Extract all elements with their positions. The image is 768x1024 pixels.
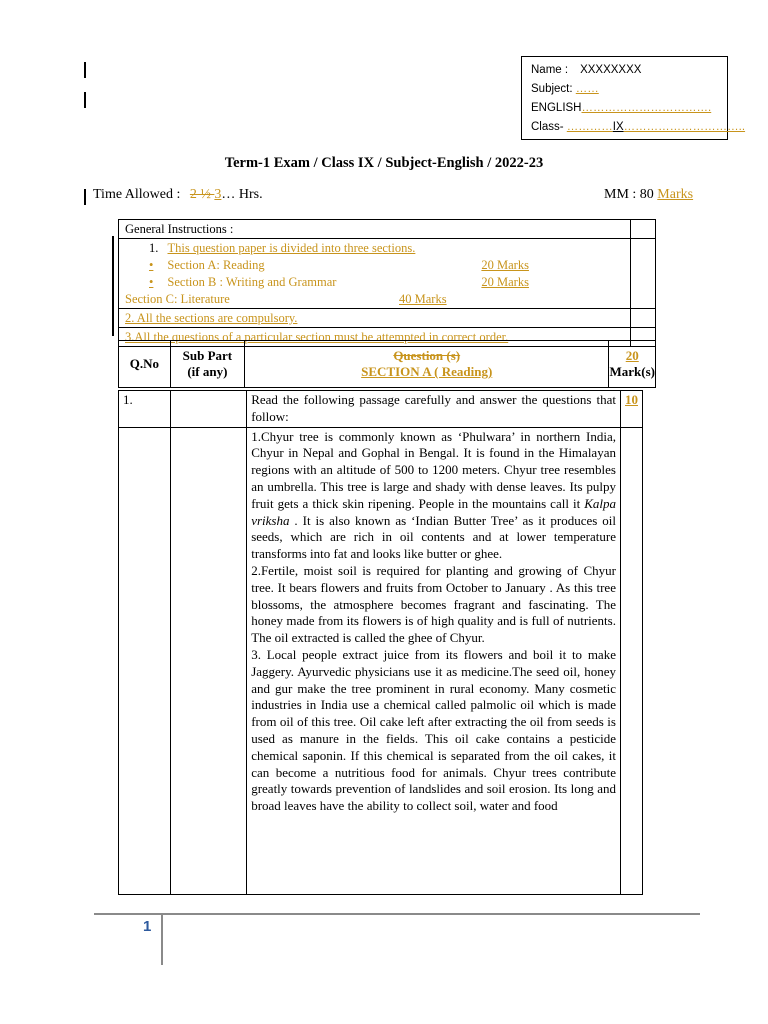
question-header (244, 341, 609, 388)
qno-header (119, 341, 171, 388)
name-label: Name : (531, 64, 569, 76)
subject-row (531, 80, 727, 99)
passage-paragraph-1 (251, 429, 616, 563)
bullet-icon: • (149, 275, 154, 289)
q1-number-cell-empty (119, 427, 171, 894)
section-b-name: Section B : Writing and Grammar (167, 275, 337, 289)
instructions-compulsory-cell (119, 309, 631, 328)
instructions-heading-cell (119, 220, 631, 239)
general-instructions-table (118, 219, 656, 347)
passage-p1-italic: Kalpa vriksha (251, 495, 616, 528)
marks-header (609, 341, 656, 388)
instructions-side-cell (631, 309, 656, 328)
instructions-side-cell (631, 239, 656, 309)
section-a-heading: SECTION A ( Reading) (361, 364, 493, 379)
passage-p1-text-cont: . It is also known as ‘Indian Butter Tree’ as it produces oil seeds, which are rich in oil contents and at lower temperature transforms into fat and looks like butter or ghee. (251, 512, 616, 562)
marks-header-value: 20 (625, 348, 639, 363)
class-prefix: ………… (566, 121, 613, 133)
time-suffix: … Hrs. (221, 187, 263, 202)
bullet-icon: • (149, 258, 154, 272)
question-1-table (118, 390, 643, 895)
section-a-line (119, 257, 624, 274)
subject-value: …… (575, 83, 599, 95)
instructions-side-cell (631, 220, 656, 239)
instruction-text-2: 2. All the sections are compulsory. (125, 311, 298, 325)
q1-marks-cell-empty (620, 427, 642, 894)
margin-change-bar (84, 92, 86, 108)
instructions-body-cell (119, 239, 631, 309)
time-value: 3 (214, 187, 222, 202)
passage-paragraph-3: 3. Local people extract juice from its flowers and boil it to make Jaggery. Ayurvedic physicians use it as medicine.The seed oil, honey and gur make the tree prominent in rural economy. Many cosmetic industries in India use a chemical called palmolic oil which is made from oil of this tree. Oil cake left after extracting the oil from seeds is used as manure in the fields. This oil cake contains a pesticide chemical saponin. If this chemical is separated from the oil cakes, it can become a nutritious food for animals. Chyur trees contribute greatly towards prevention of landslides and soil erosion. Its long and broad leaves have the ability to collect soil, water and food (251, 646, 616, 814)
instruction-text-1: This question paper is divided into three sections. (167, 241, 416, 255)
class-label: Class- (531, 121, 564, 133)
q1-marks-cell (620, 391, 642, 428)
section-c-name: Section C: Literature (125, 292, 230, 306)
margin-change-bar (112, 236, 114, 336)
max-marks-unit: Marks (657, 187, 694, 202)
time-allowed (93, 187, 263, 203)
english-row (531, 99, 727, 118)
english-label: ENGLISH (531, 102, 582, 114)
time-struck-value: 2 ½ (189, 187, 215, 202)
subpart-header (170, 341, 244, 388)
name-value: XXXXXXXX (580, 64, 642, 76)
class-suffix: ………………………….. (623, 121, 746, 133)
english-value: ……………………………. (581, 102, 712, 114)
section-c-marks: 40 Marks (399, 292, 447, 306)
instruction-line-1 (119, 240, 624, 257)
qno-header-text: Q.No (129, 356, 159, 371)
subpart-header-subtext: (if any) (187, 364, 228, 379)
q1-subpart-cell-empty (171, 427, 247, 894)
time-allowed-label: Time Allowed : (93, 187, 181, 202)
question-header-table (118, 340, 656, 388)
page-number: 1 (143, 918, 152, 935)
instructions-heading: General Instructions : (125, 222, 234, 236)
footer-vertical-rule (161, 913, 163, 965)
passage-p1-text: 1.Chyur tree is commonly known as ‘Phulwara’ in northern India, Chyur in Nepal and Gophal in Bengal. It is found in the Himalayan regions with an altitude of 500 to 1200 meters. Chyur tree resembles an umbrella. This tree is large and shady with dense leaves. Its pulpy fruit gets a thick skin ripening. People in the mountains call it (251, 428, 616, 511)
margin-change-bar (84, 62, 86, 78)
q1-passage-cell (247, 427, 621, 894)
max-marks (604, 187, 693, 203)
max-marks-label: MM : 80 (604, 187, 654, 202)
section-b-line (119, 274, 624, 291)
footer-rule (94, 913, 700, 915)
q1-number: 1. (123, 392, 133, 407)
student-info-box (521, 56, 746, 140)
section-a-marks: 20 Marks (481, 258, 529, 272)
instruction-number: 1. (149, 241, 159, 255)
q1-prompt-cell (247, 391, 621, 428)
name-row (531, 61, 727, 80)
subject-label: Subject: (531, 83, 573, 95)
q1-subpart-cell (171, 391, 247, 428)
exam-title: Term-1 Exam / Class IX / Subject-English / 2022-23 (224, 155, 544, 171)
section-c-line (119, 291, 624, 308)
question-header-struck: Question (s) (393, 348, 461, 363)
subpart-header-text: Sub Part (182, 348, 233, 363)
class-value: IX (612, 121, 624, 133)
q1-prompt: Read the following passage carefully and answer the questions that follow: (251, 392, 616, 424)
marks-header-label: Mark(s) (609, 364, 655, 379)
class-row (531, 118, 746, 137)
section-b-marks: 20 Marks (481, 275, 529, 289)
passage-paragraph-2: 2.Fertile, moist soil is required for planting and growing of Chyur tree. It bears flowers and fruits from October to January . As this tree blossoms, the atmosphere becomes fragrant and fascinating. The honey made from its flowers is of high quality and is full of nutrients. The oil extracted is called the ghee of Chyur. (251, 562, 616, 646)
section-a-name: Section A: Reading (167, 258, 265, 272)
margin-change-bar (84, 189, 86, 205)
q1-marks: 10 (624, 392, 638, 407)
instruction-text-3: 3.All the questions of a particular section must be attempted in correct order. (125, 330, 509, 344)
q1-number-cell (119, 391, 171, 428)
